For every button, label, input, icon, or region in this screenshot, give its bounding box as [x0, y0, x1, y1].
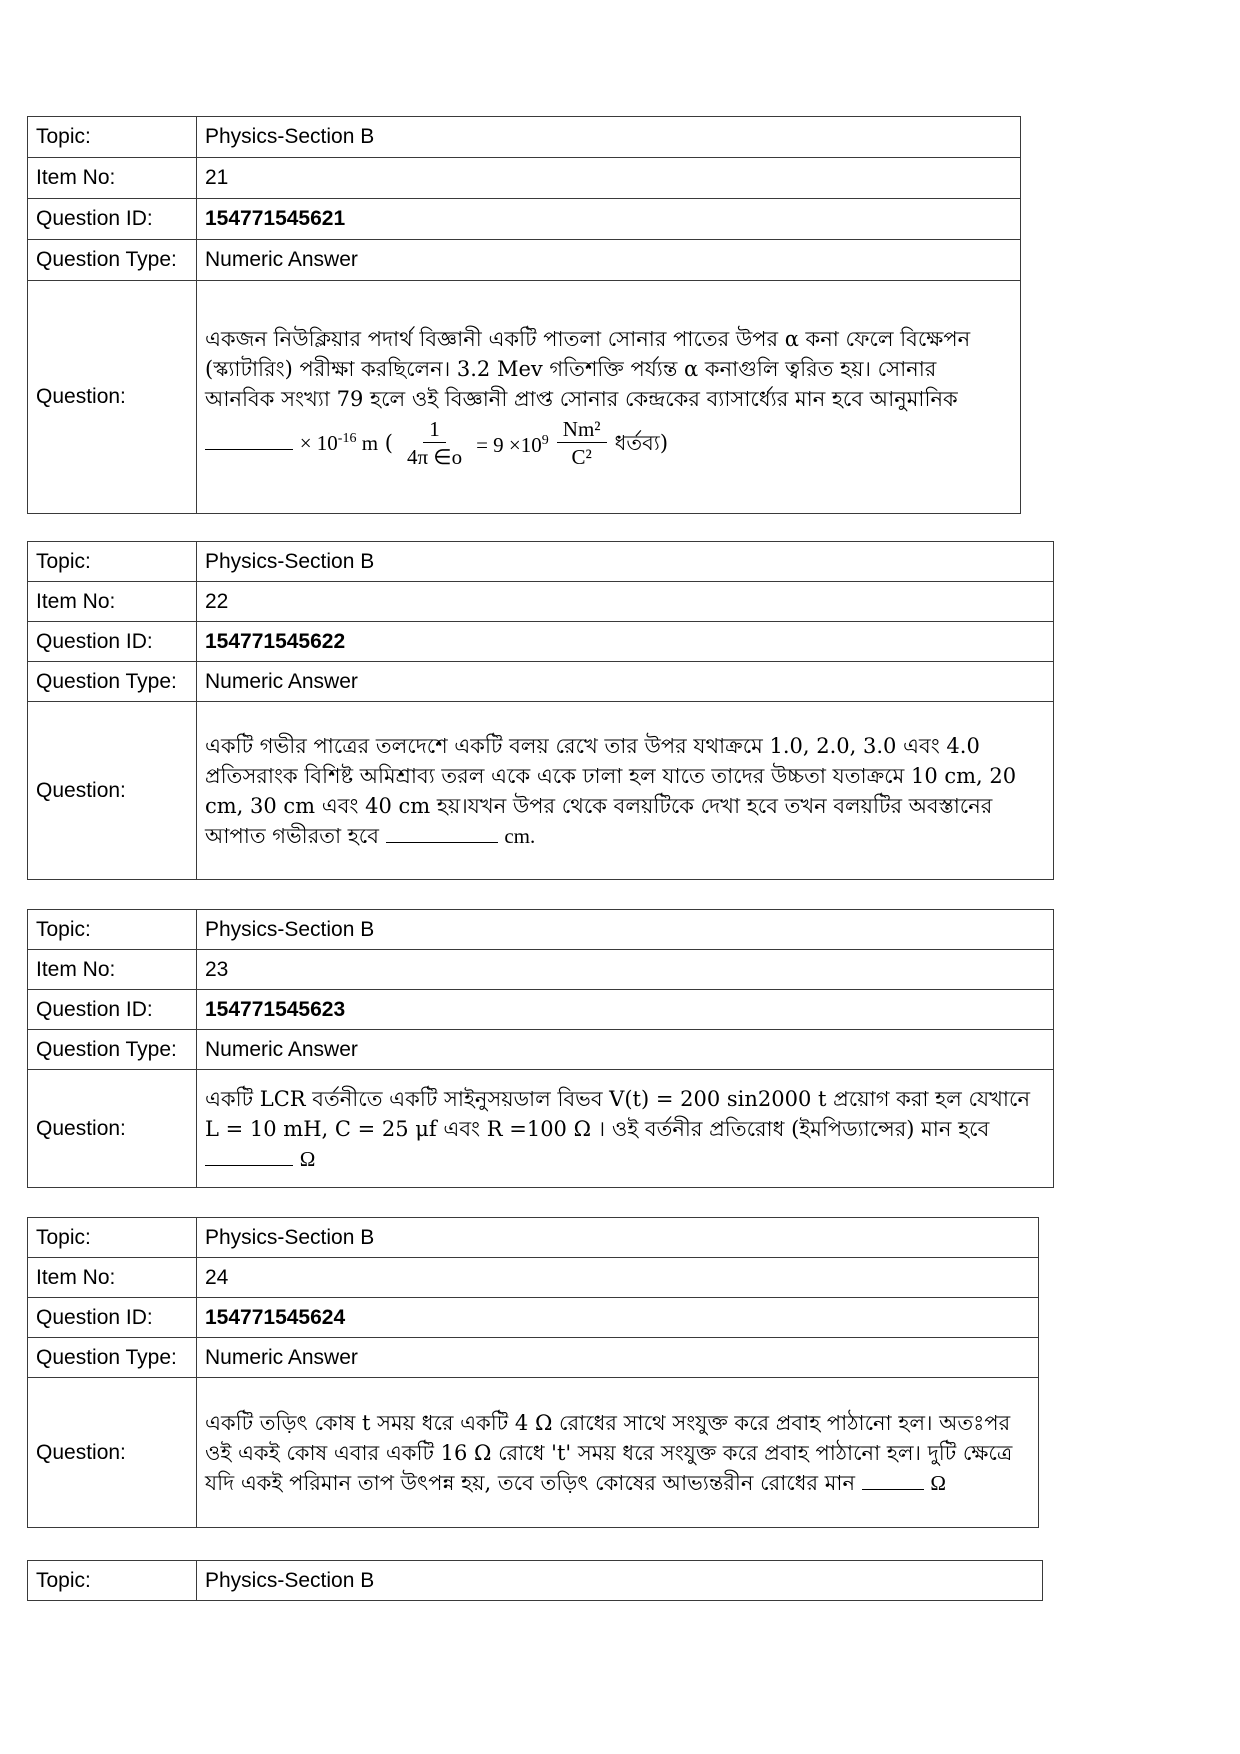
question-body: একটি তড়িৎ কোষ t সময় ধরে একটি 4 Ω রোধের সাথে সংযুক্ত করে প্রবাহ পাঠানো হল। অতঃপর ওই একই কোষ এবার একটি 16 Ω রোধে 't' সময় ধরে সংযুক্ত করে প্রবাহ পাঠানো হল। দুটি ক্ষেত্রে যদি একই পরিমান তাপ উৎপন্ন হয়, তবে তড়িৎ কোষের আভ্যন্তরীন রোধের মান: [205, 1410, 1013, 1495]
question-id-value: 154771545623: [197, 990, 1054, 1030]
topic-value: Physics-Section B: [197, 1561, 1043, 1601]
question-card-21: [27, 116, 1021, 514]
constant-hint: ( $\frac{1}{4\pi \in o}$ = $9 \times 10^9$ $\frac{\text{Nm²}}{\text{C²}}$ ধর্তব্য): [384, 416, 669, 469]
question-type-value: Numeric Answer: [197, 240, 1021, 281]
question-label: Question:: [28, 702, 197, 880]
question-id-value: 154771545624: [197, 1298, 1039, 1338]
answer-unit: × $10^{-16}$ m: [299, 431, 379, 455]
question-id-label: Question ID:: [28, 1298, 197, 1338]
topic-value: Physics-Section B: [197, 542, 1054, 582]
question-type-label: Question Type:: [28, 1030, 197, 1070]
question-card-22: [27, 541, 1054, 880]
answer-blank: [205, 449, 293, 450]
question-card-24: [27, 1217, 1039, 1528]
question-text: [197, 702, 1054, 880]
item-no-value: 22: [197, 582, 1054, 622]
question-text: [197, 1070, 1054, 1188]
question-type-label: Question Type:: [28, 662, 197, 702]
question-body: একটি গভীর পাত্রের তলদেশে একটি বলয় রেখে তার উপর যথাক্রমে 1.0, 2.0, 3.0 এবং 4.0 প্রতিসরাংক বিশিষ্ট অমিশ্রাব্য তরল একে একে ঢালা হল যাতে তাদের উচ্চতা যতাক্রমে 10 cm, 20 cm, 30 cm এবং 40 cm হয়।যখন উপর থেকে বলয়টিকে দেখা হবে তখন বলয়টির অবস্তানের আপাত গভীরতা হবে: [205, 733, 1017, 848]
topic-label: Topic:: [28, 542, 197, 582]
question-card-23: [27, 909, 1054, 1188]
topic-value: Physics-Section B: [197, 1218, 1039, 1258]
topic-label: Topic:: [28, 910, 197, 950]
question-card-25: [27, 1560, 1043, 1601]
item-no-value: 21: [197, 158, 1021, 199]
answer-blank: [862, 1489, 924, 1490]
answer-unit: Ω: [930, 1470, 946, 1495]
question-body: একজন নিউক্লিয়ার পদার্থ বিজ্ঞানী একটি পাতলা সোনার পাতের উপর α কনা ফেলে বিক্ষেপন (স্ক্যাটারিং) পরীক্ষা করছিলেন। 3.2 Mev গতিশক্তি পর্য্যন্ত α কনাগুলি ত্বরিত হয়। সোনার আনবিক সংখ্যা 79 হলে ওই বিজ্ঞানী প্রাপ্ত সোনার কেন্দ্রকের ব্যাসার্ধ্যের মান হবে আনুমানিক: [205, 326, 971, 411]
coulomb-fraction: $\frac{1}{4\pi \in o}$: [406, 416, 463, 469]
question-body: একটি LCR বর্তনীতে একটি সাইনুসয়ডাল বিভব V(t) = 200 sin2000 t প্রয়োগ করা হল যেখানে L = 10 mH, C = 25 μf এবং R =100 Ω । ওই বর্তনীর প্রতিরোধ (ইমপিড্যান্সের) মান হবে: [205, 1086, 1030, 1141]
topic-value: Physics-Section B: [197, 910, 1054, 950]
topic-label: Topic:: [28, 1218, 197, 1258]
item-no-label: Item No:: [28, 158, 197, 199]
unit-fraction: $\frac{\text{Nm²}}{\text{C²}}$: [557, 416, 607, 471]
item-no-value: 24: [197, 1258, 1039, 1298]
question-type-value: Numeric Answer: [197, 662, 1054, 702]
question-type-value: Numeric Answer: [197, 1030, 1054, 1070]
question-type-label: Question Type:: [28, 1338, 197, 1378]
item-no-value: 23: [197, 950, 1054, 990]
question-text: [197, 1378, 1039, 1528]
item-no-label: Item No:: [28, 1258, 197, 1298]
question-label: Question:: [28, 281, 197, 514]
question-id-value: 154771545621: [197, 199, 1021, 240]
question-text: [197, 281, 1021, 514]
topic-value: Physics-Section B: [197, 117, 1021, 158]
answer-unit: cm.: [504, 823, 536, 848]
question-id-label: Question ID:: [28, 199, 197, 240]
question-id-label: Question ID:: [28, 990, 197, 1030]
answer-blank: [386, 842, 498, 843]
question-type-label: Question Type:: [28, 240, 197, 281]
item-no-label: Item No:: [28, 950, 197, 990]
question-label: Question:: [28, 1378, 197, 1528]
answer-unit: Ω: [299, 1146, 316, 1171]
question-id-label: Question ID:: [28, 622, 197, 662]
question-label: Question:: [28, 1070, 197, 1188]
question-id-value: 154771545622: [197, 622, 1054, 662]
question-type-value: Numeric Answer: [197, 1338, 1039, 1378]
answer-blank: [205, 1165, 293, 1166]
topic-label: Topic:: [28, 1561, 197, 1601]
topic-label: Topic:: [28, 117, 197, 158]
item-no-label: Item No:: [28, 582, 197, 622]
